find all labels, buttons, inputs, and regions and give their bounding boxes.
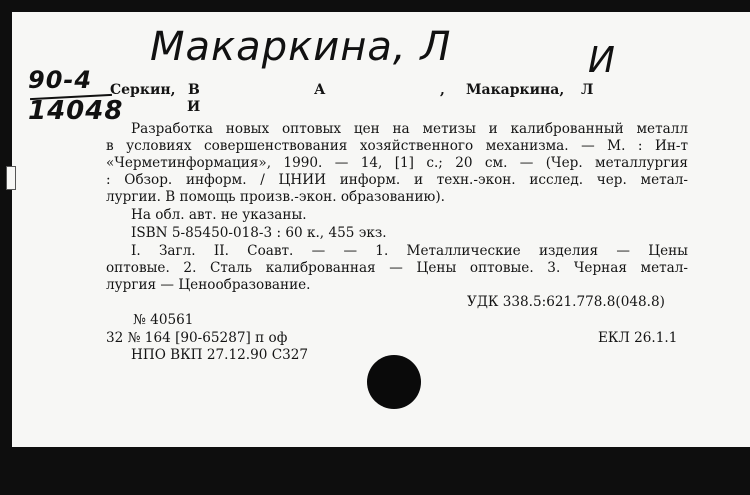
- record-code: 32 № 164 [90-65287] п оф: [106, 330, 288, 346]
- inventory-number: № 40561: [133, 312, 194, 328]
- authors-note: На обл. авт. не указаны.: [131, 207, 307, 223]
- description-line: в условиях совершенствования хозяйственного механизма. — М. : Ин-т: [106, 138, 688, 154]
- card-border-top: [0, 0, 750, 12]
- handwritten-initial: И: [588, 40, 616, 81]
- card-left-tab: [6, 166, 16, 190]
- description-line: лургии. В помощь произв.-экон. образованию).: [106, 189, 445, 205]
- punch-hole: [367, 355, 421, 409]
- author2-initial: Л: [581, 82, 594, 98]
- isbn-line: ISBN 5-85450-018-3 : 60 к., 455 экз.: [131, 225, 387, 241]
- author2-surname: Макаркина,: [466, 82, 565, 98]
- author1-initial-3: И: [187, 99, 201, 115]
- index-line: I. Загл. II. Соавт. — — 1. Металлические изделия — Цены: [131, 243, 688, 259]
- index-line: оптовые. 2. Сталь калиброванная — Цены оптовые. 3. Черная метал-: [106, 260, 688, 276]
- description-line: Разработка новых оптовых цен на метизы и калиброванный металл: [131, 121, 688, 137]
- card-border-bottom: [0, 447, 750, 495]
- handwritten-name: Макаркина, Л: [150, 24, 452, 70]
- handwritten-shelf-code: 90-4: [28, 66, 93, 94]
- ekl-code: ЕКЛ 26.1.1: [598, 330, 678, 346]
- handwritten-shelf-number: 14048: [28, 96, 124, 126]
- udk-code: УДК 338.5:621.778.8(048.8): [467, 294, 665, 310]
- header-separator: ,: [440, 82, 445, 98]
- index-line: лургия — Ценообразование.: [106, 277, 311, 293]
- npo-line: НПО ВКП 27.12.90 С327: [131, 347, 309, 363]
- author1-initial-1: В: [188, 82, 200, 98]
- author1-initial-2: А: [314, 82, 326, 98]
- card-border-left: [0, 0, 12, 495]
- description-line: «Черметинформация», 1990. — 14, [1] с.; 20 см. — (Чер. металлургия: [106, 155, 688, 171]
- description-line: : Обзор. информ. / ЦНИИ информ. и техн.-экон. исслед. чер. метал-: [106, 172, 688, 188]
- author1-surname: Серкин,: [110, 82, 176, 98]
